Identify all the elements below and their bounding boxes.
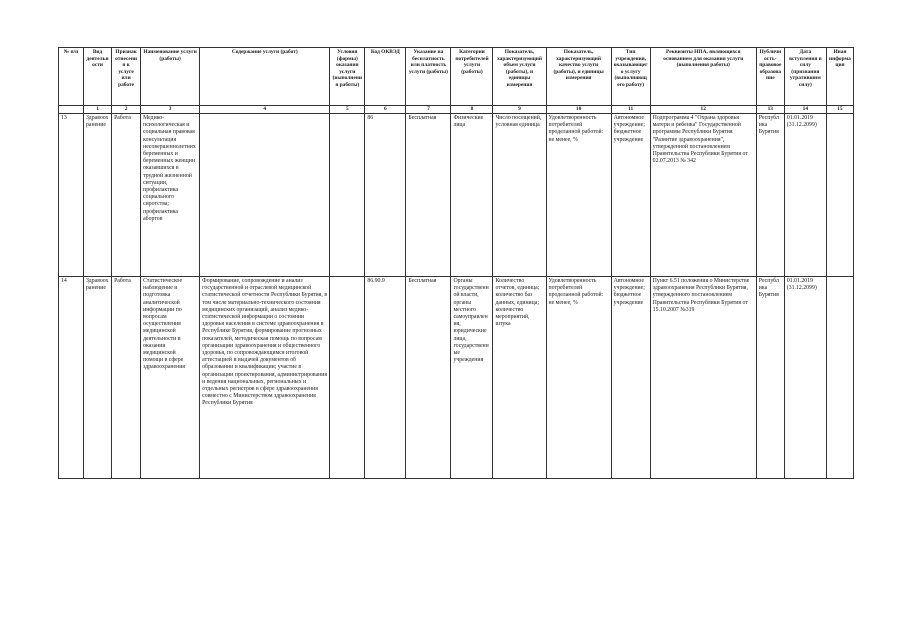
paid-cell: Бесплатная — [406, 277, 451, 479]
header-cell-institution-type: Тип учреждения, оказывающего услугу (выполняющего работу) — [611, 48, 650, 106]
header-cell-sign: Признак отнесения к услуге или работе — [112, 48, 141, 106]
header-cell-quality: Показатель, характеризующий качество услуги (работы), и единицы измерения — [546, 48, 611, 106]
column-number-cell: 15 — [826, 106, 853, 114]
conditions-cell — [330, 277, 365, 479]
conditions-cell — [330, 114, 365, 277]
entity-cell: Республика Бурятия — [756, 277, 784, 479]
institution-type-cell: Автономное учреждение; бюджетное учреждение — [611, 114, 650, 277]
header-cell-name: Наименование услуги (работы) — [141, 48, 200, 106]
activity-cell: Здравоохранение — [84, 277, 112, 479]
activity-cell: Здравоохранение — [84, 114, 112, 277]
service-name-cell: Медико-психологическая и социальная правовая консультация несовершеннолетних беременных и беременных женщин оказавшихся в трудной жизненной ситуации, профилактика социального сиротства; профилактика абортов — [141, 114, 200, 277]
column-number-cell: 1 — [84, 106, 112, 114]
column-number-cell: 3 — [141, 106, 200, 114]
quality-cell: Удовлетворенность потребителей проделанной работой: не менее, % — [546, 277, 611, 479]
column-number-cell: 7 — [406, 106, 451, 114]
sign-cell: Работа — [112, 114, 141, 277]
service-name-cell: Статистическое наблюдение и подготовка аналитической информации по вопросам осуществления медицинской деятельности в оказании медицинской помощи в сфере здравоохранения — [141, 277, 200, 479]
sign-cell: Работа — [112, 277, 141, 479]
header-cell-activity: Вид деятельности — [84, 48, 112, 106]
column-number-cell: 2 — [112, 106, 141, 114]
content-cell: Формирование, сопровождение и анализ государственной и отраслевой медицинской статистической отчетности Республики Бурятия, в том числе материально-технического состояния медицинских организаций, анализ медико-статистической информации о состоянии здоровья населения в системе здравоохранения в Республике Бурятия, формирование прогнозных показателей, методическая помощь по вопросам организации здравоохранения и общественного здоровья, по сопровождающимся итоговой аттестацией и выдачей документов об образовании и квалификации; участие в организации проектирования, администрирования и ведения национальных, региональных и отдельных регистров в сфере здравоохранения совместно с Министерством здравоохранения Республики Бурятия — [200, 277, 330, 479]
volume-cell: Количество отчетов, единица; количество баз данных, единица; количество мероприятий, штука — [493, 277, 546, 479]
header-row — [59, 48, 854, 106]
row-number: 13 — [59, 114, 84, 277]
consumers-cell: Органы государственной власти, органы местного самоуправления, юридические лица, государственные учреждения — [451, 277, 493, 479]
header-cell-entity: Публичность-правовое образование — [756, 48, 784, 106]
column-number-cell: 11 — [611, 106, 650, 114]
okved-cell: 86 — [365, 114, 406, 277]
header-cell-consumers: Категории потребителей услуги (работы) — [451, 48, 493, 106]
column-number-cell: 13 — [756, 106, 784, 114]
column-number-cell — [59, 106, 84, 114]
column-number-cell: 8 — [451, 106, 493, 114]
services-register-table — [58, 47, 854, 479]
other-cell — [826, 114, 853, 277]
institution-type-cell: Автономное учреждение; бюджетное учреждение — [611, 277, 650, 479]
other-cell — [826, 277, 853, 479]
header-cell-other: Иная информация — [826, 48, 853, 106]
date-cell: 01.01.2019 (31.12.2099) — [784, 114, 826, 277]
table-row — [59, 277, 854, 479]
header-cell-paid: Указание на бесплатность или платность услуги (работы) — [406, 48, 451, 106]
consumers-cell: Физические лица — [451, 114, 493, 277]
npa-cell: Подпрограмма 4 "Охрана здоровья матери и ребенка" Государственной программы Республики Бурятия "Развитие здравоохранения", утвержденной постановлением Правительства Республики Бурятия от 02.07.2013 № 342 — [650, 114, 756, 277]
okved-cell: 86.90.9 — [365, 277, 406, 479]
header-cell-date: Дата вступления в силу (признания утратившим силу) — [784, 48, 826, 106]
header-cell-okved: Код ОКВЭД — [365, 48, 406, 106]
column-number-cell: 14 — [784, 106, 826, 114]
header-cell-npa: Реквизиты НПА, являющихся основанием для оказания услуги (выполнения работы) — [650, 48, 756, 106]
header-cell-conditions: Условия (формы) оказания услуги (выполнения работы) — [330, 48, 365, 106]
column-number-cell: 4 — [200, 106, 330, 114]
table-row — [59, 114, 854, 277]
volume-cell: Число посещений, условная единица — [493, 114, 546, 277]
content-cell — [200, 114, 330, 277]
column-number-cell: 9 — [493, 106, 546, 114]
row-number: 14 — [59, 277, 84, 479]
column-number-row — [59, 106, 854, 114]
paid-cell: Бесплатная — [406, 114, 451, 277]
header-cell-volume: Показатель, характеризующий объем услуги (работы), и единицы измерения — [493, 48, 546, 106]
quality-cell: Удовлетворенность потребителей проделанной работой: не менее, % — [546, 114, 611, 277]
column-number-cell: 6 — [365, 106, 406, 114]
header-cell-content: Содержание услуги (работ) — [200, 48, 330, 106]
date-cell: 01.01.2019 (31.12.2099) — [784, 277, 826, 479]
npa-cell: Пункт 6.51 положения о Министерстве здравоохранения Республики Бурятия, утвержденного постановлением Правительства Республики Бурятия от 15.10.2007 №319 — [650, 277, 756, 479]
column-number-cell: 12 — [650, 106, 756, 114]
column-number-cell: 10 — [546, 106, 611, 114]
header-cell-number: № п/п — [59, 48, 84, 106]
column-number-cell: 5 — [330, 106, 365, 114]
entity-cell: Республика Бурятия — [756, 114, 784, 277]
